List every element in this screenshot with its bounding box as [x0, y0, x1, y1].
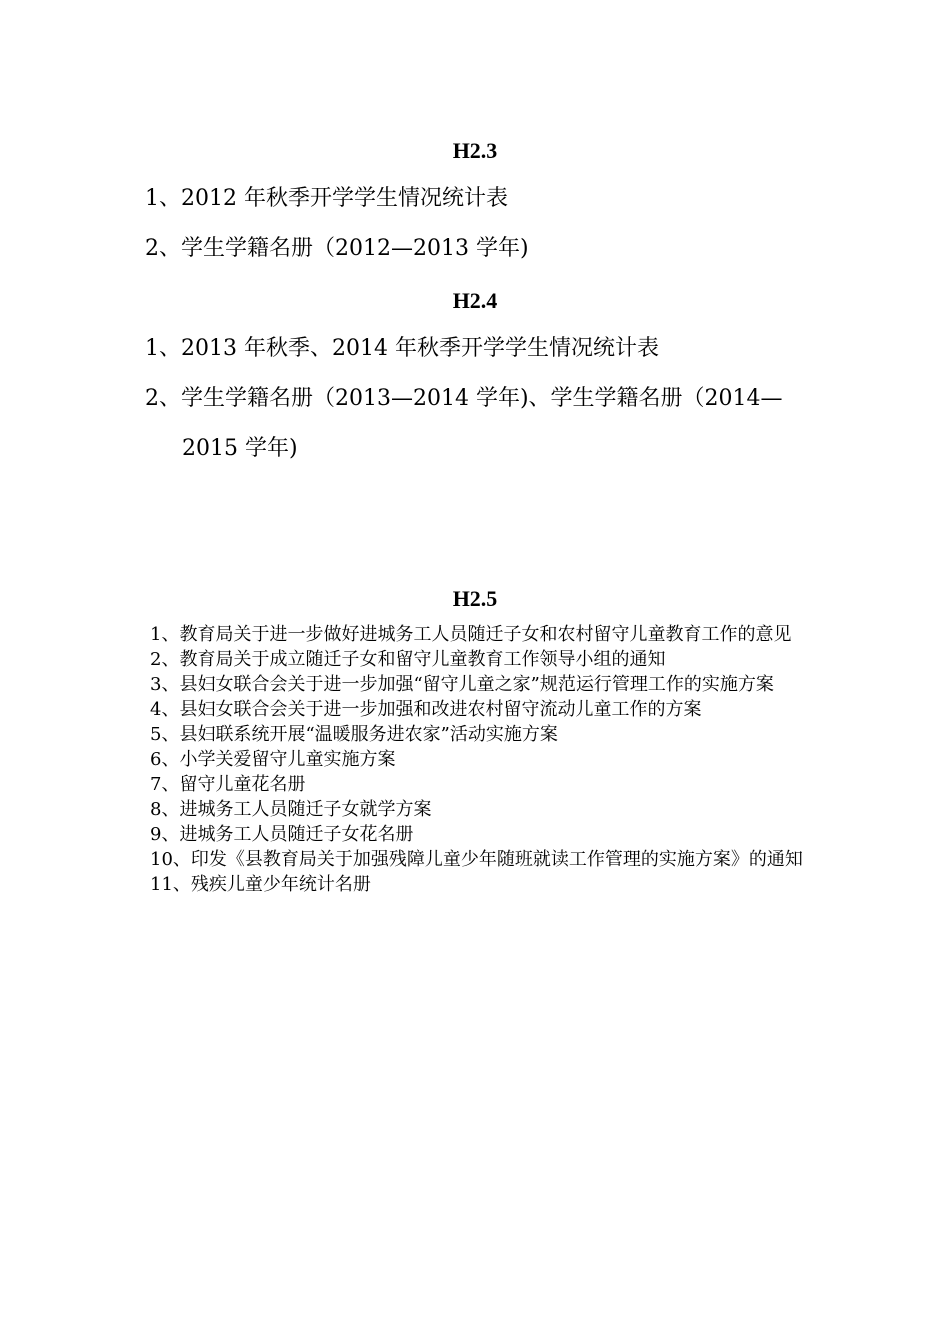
list-item: 1、教育局关于进一步做好进城务工人员随迁子女和农村留守儿童教育工作的意见	[150, 624, 792, 645]
list-item: 10、印发《县教育局关于加强残障儿童少年随班就读工作管理的实施方案》的通知	[150, 849, 803, 870]
h2-4-item-1: 1、2013 年秋季、2014 年秋季开学学生情况统计表	[145, 336, 659, 361]
list-item: 9、进城务工人员随迁子女花名册	[150, 824, 414, 845]
list-item: 8、进城务工人员随迁子女就学方案	[150, 799, 432, 820]
section-heading-h2-4: H2.4	[452, 288, 498, 313]
list-item: 11、残疾儿童少年统计名册	[150, 874, 371, 895]
section-heading-h2-5: H2.5	[452, 586, 498, 611]
h2-3-item-2: 2、学生学籍名册（2012—2013 学年)	[145, 236, 529, 261]
list-item: 6、小学关爱留守儿童实施方案	[150, 749, 396, 770]
h2-5-document-list	[150, 622, 815, 897]
list-item: 3、县妇女联合会关于进一步加强“留守儿童之家”规范运行管理工作的实施方案	[150, 674, 774, 695]
list-item: 7、留守儿童花名册	[150, 774, 306, 795]
h2-3-item-1: 1、2012 年秋季开学学生情况统计表	[145, 186, 508, 211]
list-item: 4、县妇女联合会关于进一步加强和改进农村留守流动儿童工作的方案	[150, 699, 702, 720]
list-item: 2、教育局关于成立随迁子女和留守儿童教育工作领导小组的通知	[150, 649, 666, 670]
h2-4-item-2-continued: 2015 学年)	[182, 436, 298, 461]
list-item: 5、县妇联系统开展“温暖服务进农家”活动实施方案	[150, 724, 558, 745]
h2-4-item-2: 2、学生学籍名册（2013—2014 学年)、学生学籍名册（2014—	[145, 386, 783, 411]
section-heading-h2-3: H2.3	[452, 138, 498, 163]
